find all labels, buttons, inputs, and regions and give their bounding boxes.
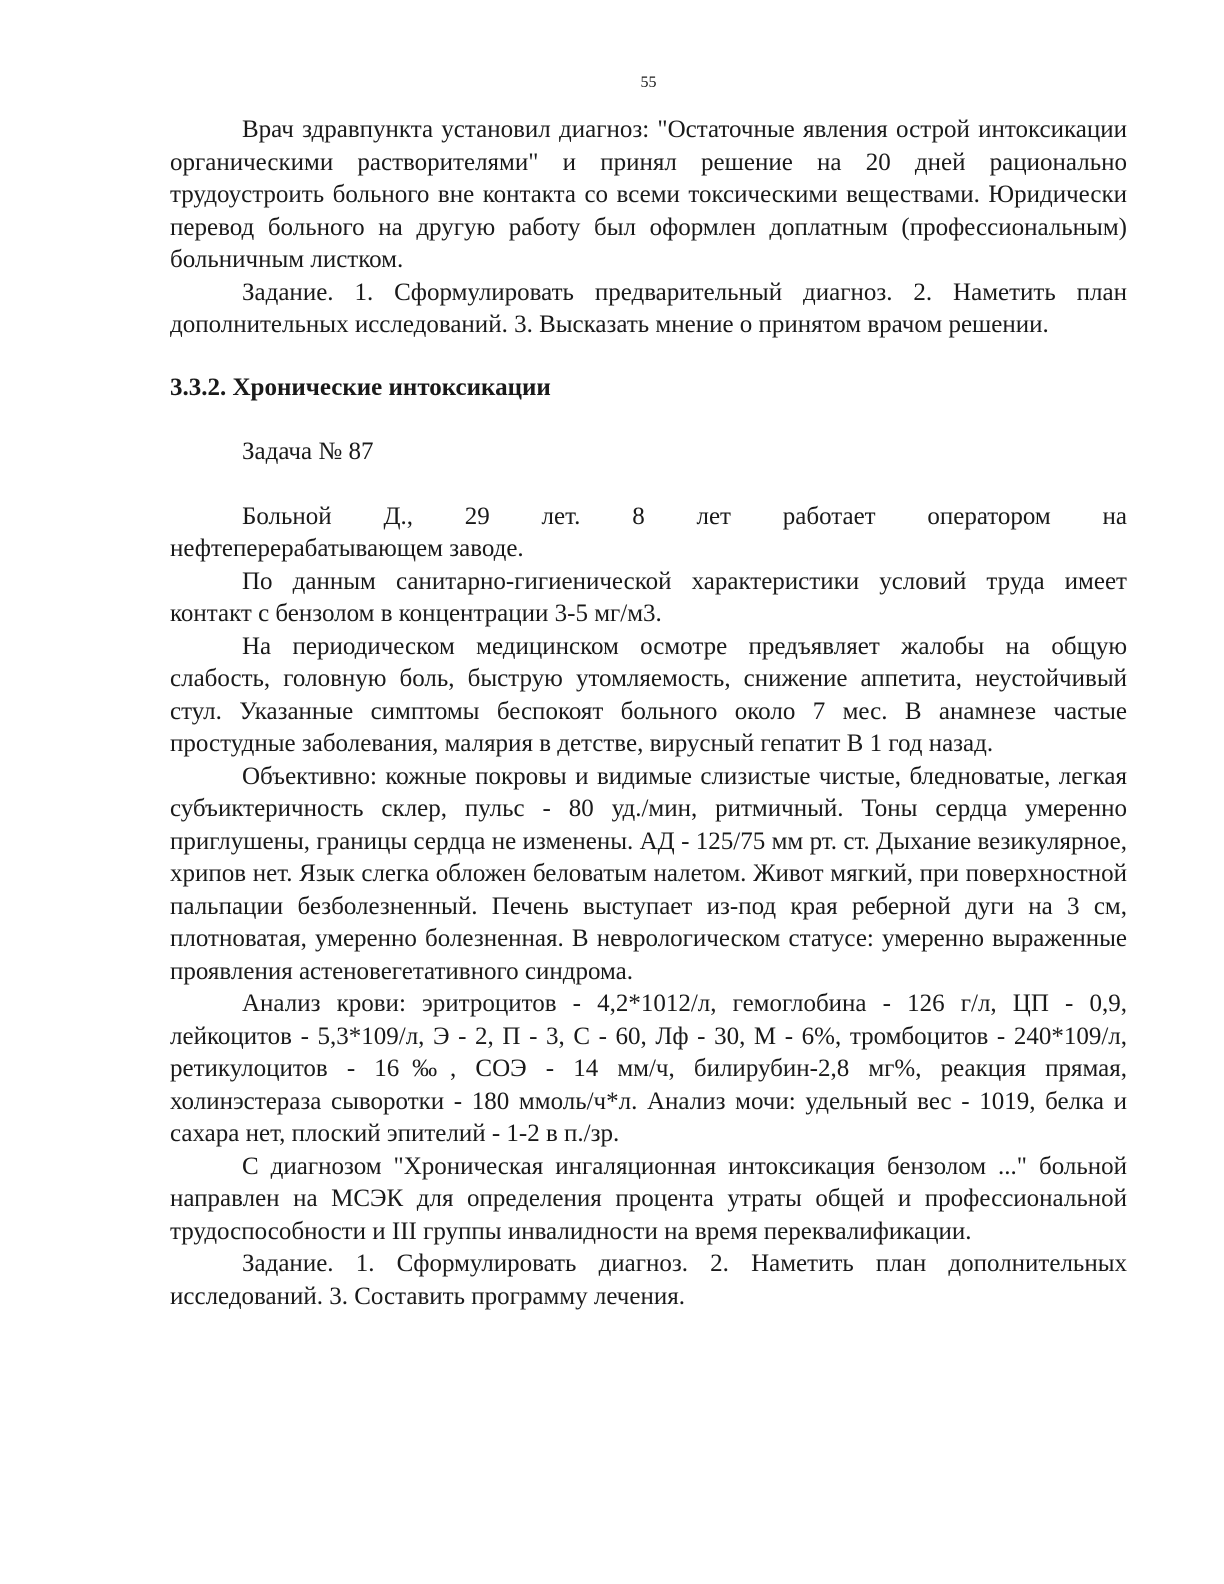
problem-title: Задача № 87	[242, 438, 374, 465]
section-task: Задание. 1. Сформулировать диагноз. 2. Наметить план дополнительных исследований. 3. Составить программу лечения.	[170, 1250, 1127, 1310]
complaints-paragraph: На периодическом медицинском осмотре предъявляет жалобы на общую слабость, головную боль, быструю утомляемость, снижение аппетита, неустойчивый стул. Указанные симптомы беспокоят больного около 7 мес. В анамнезе частые простудные заболевания, малярия в детстве, вирусный гепатит В 1 год назад.	[170, 632, 1127, 757]
diagnosis-paragraph: С диагнозом "Хроническая ингаляционная интоксикация бензолом ..." больной направлен на МСЭК для определения процента утраты общей и профессиональной трудоспособности и III группы инвалидности на время переквалификации.	[170, 1152, 1127, 1245]
analysis-paragraph: Анализ крови: эритроцитов - 4,2*1012/л, гемоглобина - 126 г/л, ЦП - 0,9, лейкоцитов - 5,3*109/л, Э - 2, П - 3, С - 60, Лф - 30, М - 6%, тромбоцитов - 240*109/л, ретикулоцитов - 16‰, СОЭ - 14 мм/ч, билирубин-2,8 мг%, реакция прямая, холинэстераза сыворотки - 180 ммоль/ч*л. Анализ мочи: удельный вес - 1019, белка и сахара нет, плоский эпителий - 1-2 в п./зр.	[170, 990, 1127, 1147]
conditions-paragraph: По данным санитарно-гигиенической характеристики условий труда имеет контакт с бензолом в концентрации 3-5 мг/м3.	[170, 567, 1127, 627]
patient-line-1: Больной Д., 29 лет. 8 лет работает оператором на	[242, 502, 1127, 530]
page-number: 55	[640, 74, 657, 91]
document-body	[170, 114, 1127, 1313]
intro-task: Задание. 1. Сформулировать предварительный диагноз. 2. Наметить план дополнительных исследований. 3. Высказать мнение о принятом врачом решении.	[170, 278, 1127, 338]
section-heading: 3.3.2. Хронические интоксикации	[170, 373, 551, 401]
objective-paragraph: Объективно: кожные покровы и видимые слизистые чистые, бледноватые, легкая субъиктеричность склер, пульс - 80 уд./мин, ритмичный. Тоны сердца умеренно приглушены, границы сердца не изменены. АД - 125/75 мм рт. ст. Дыхание везикулярное, хрипов нет. Язык слегка обложен беловатым налетом. Живот мягкий, при поверхностной пальпации безболезненный. Печень выступает из-под края реберной дуги на 3 см, плотноватая, умеренно болезненная. В неврологическом статусе: умеренно выраженные проявления астеновегетативного синдрома.	[170, 762, 1127, 985]
intro-paragraph: Врач здравпункта установил диагноз: "Остаточные явления острой интоксикации органическими растворителями" и принял решение на 20 дней рационально трудоустроить больного вне контакта со всеми токсическими веществами. Юридически перевод больного на другую работу был оформлен доплатным (профессиональным) больничным листком.	[170, 116, 1127, 273]
patient-line-2: нефтеперерабатывающем заводе.	[170, 535, 524, 562]
